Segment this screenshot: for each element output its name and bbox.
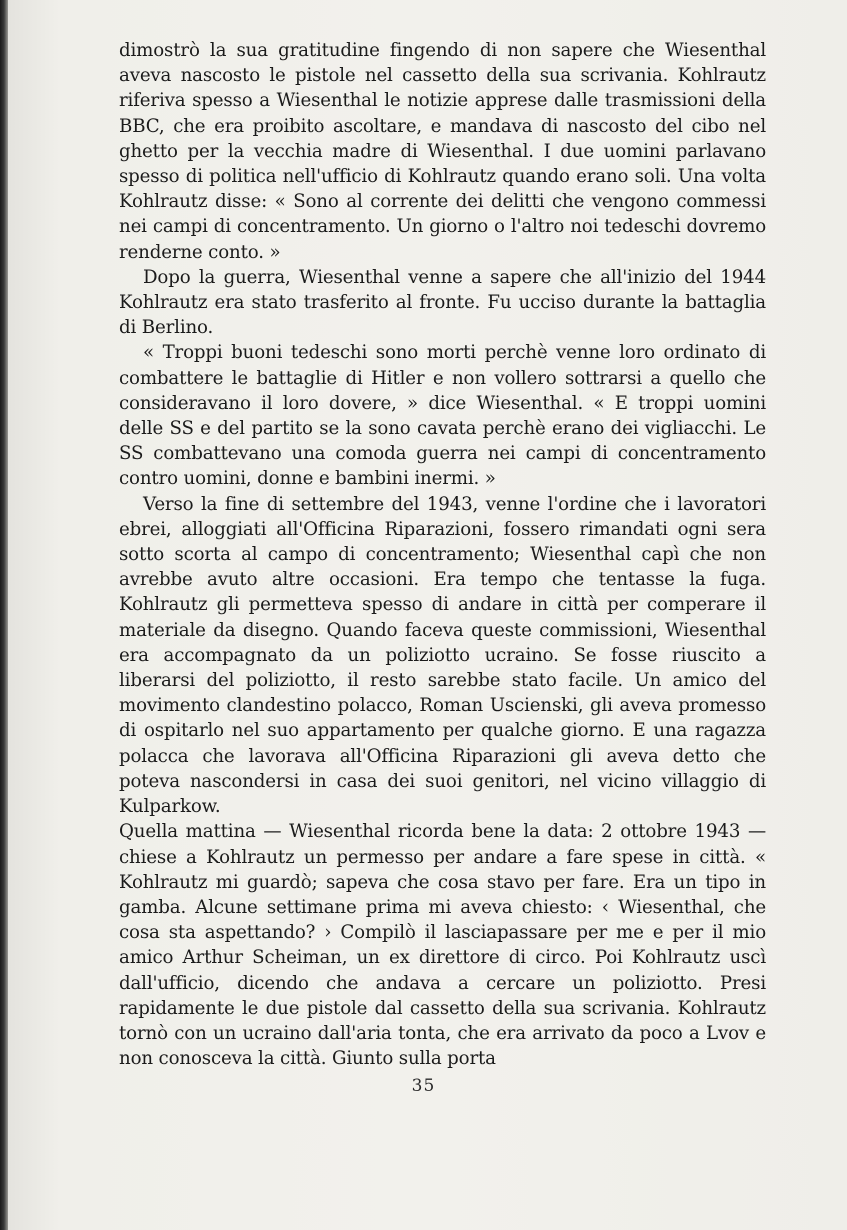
- paragraph-4: Verso la fine di settembre del 1943, venne l'ordine che i lavoratori ebrei, alloggiati all'Officina Riparazioni, fossero rimandati ogni sera sotto scorta al campo di concentramento; Wiesenthal capì che non avrebbe avuto altre occasioni. Era tempo che tentasse la fuga. Kohlrautz gli permetteva spesso di andare in città per comperare il materiale da disegno. Quando faceva queste commissioni, Wiesenthal era accompagnato da un poliziotto ucraino. Se fosse riuscito a liberarsi del poliziotto, il resto sarebbe stato facile. Un amico del movimento clandestino polacco, Roman Uscienski, gli aveva promesso di ospitarlo nel suo appartamento per qualche giorno. E una ragazza polacca che lavorava all'Officina Riparazioni gli aveva detto che poteva nascondersi in casa dei suoi genitori, nel vicino villaggio di Kulparkow.: [119, 493, 766, 818]
- page-number: 35: [411, 1076, 436, 1096]
- page-binding-shadow: [0, 0, 8, 1230]
- body-text: [119, 38, 766, 1071]
- paragraph-1: dimostrò la sua gratitudine fingendo di non sapere che Wiesenthal aveva nascosto le pistole nel cassetto della sua scrivania. Kohlrautz riferiva spesso a Wiesenthal le notizie apprese dalle trasmissioni della BBC, che era proibito ascoltare, e mandava di nascosto del cibo nel ghetto per la vecchia madre di Wiesenthal. I due uomini parlavano spesso di politica nell'ufficio di Kohlrautz quando erano soli. Una volta Kohlrautz disse: « Sono al corrente dei delitti che vengono commessi nei campi di concentramento. Un giorno o l'altro noi tedeschi dovremo renderne conto. »: [119, 40, 766, 263]
- paragraph-3: « Troppi buoni tedeschi sono morti perchè venne loro ordinato di combattere le battaglie di Hitler e non vollero sottrarsi a quello che consideravano il loro dovere, » dice Wiesenthal. « E troppi uomini delle SS e del partito se la sono cavata perchè erano dei vigliacchi. Le SS combattevano una comoda guerra nei campi di concentramento contro uomini, donne e bambini inermi. »: [119, 342, 766, 490]
- paragraph-2: Dopo la guerra, Wiesenthal venne a sapere che all'inizio del 1944 Kohlrautz era stato trasferito al fronte. Fu ucciso durante la battaglia di Berlino.: [119, 266, 766, 339]
- paragraph-5: Quella mattina — Wiesenthal ricorda bene la data: 2 ottobre 1943 — chiese a Kohlrautz un permesso per andare a fare spese in città. « Kohlrautz mi guardò; sapeva che cosa stavo per fare. Era un tipo in gamba. Alcune settimane prima mi aveva chiesto: ‹ Wiesenthal, che cosa sta aspettando? › Compilò il lasciapassare per me e per il mio amico Arthur Scheiman, un ex direttore di circo. Poi Kohlrautz uscì dall'ufficio, dicendo che andava a cercare un poliziotto. Presi rapidamente le due pistole dal cassetto della sua scrivania. Kohlrautz tornò con un ucraino dall'aria tonta, che era arrivato da poco a Lvov e non conosceva la città. Giunto sulla porta: [119, 821, 766, 1070]
